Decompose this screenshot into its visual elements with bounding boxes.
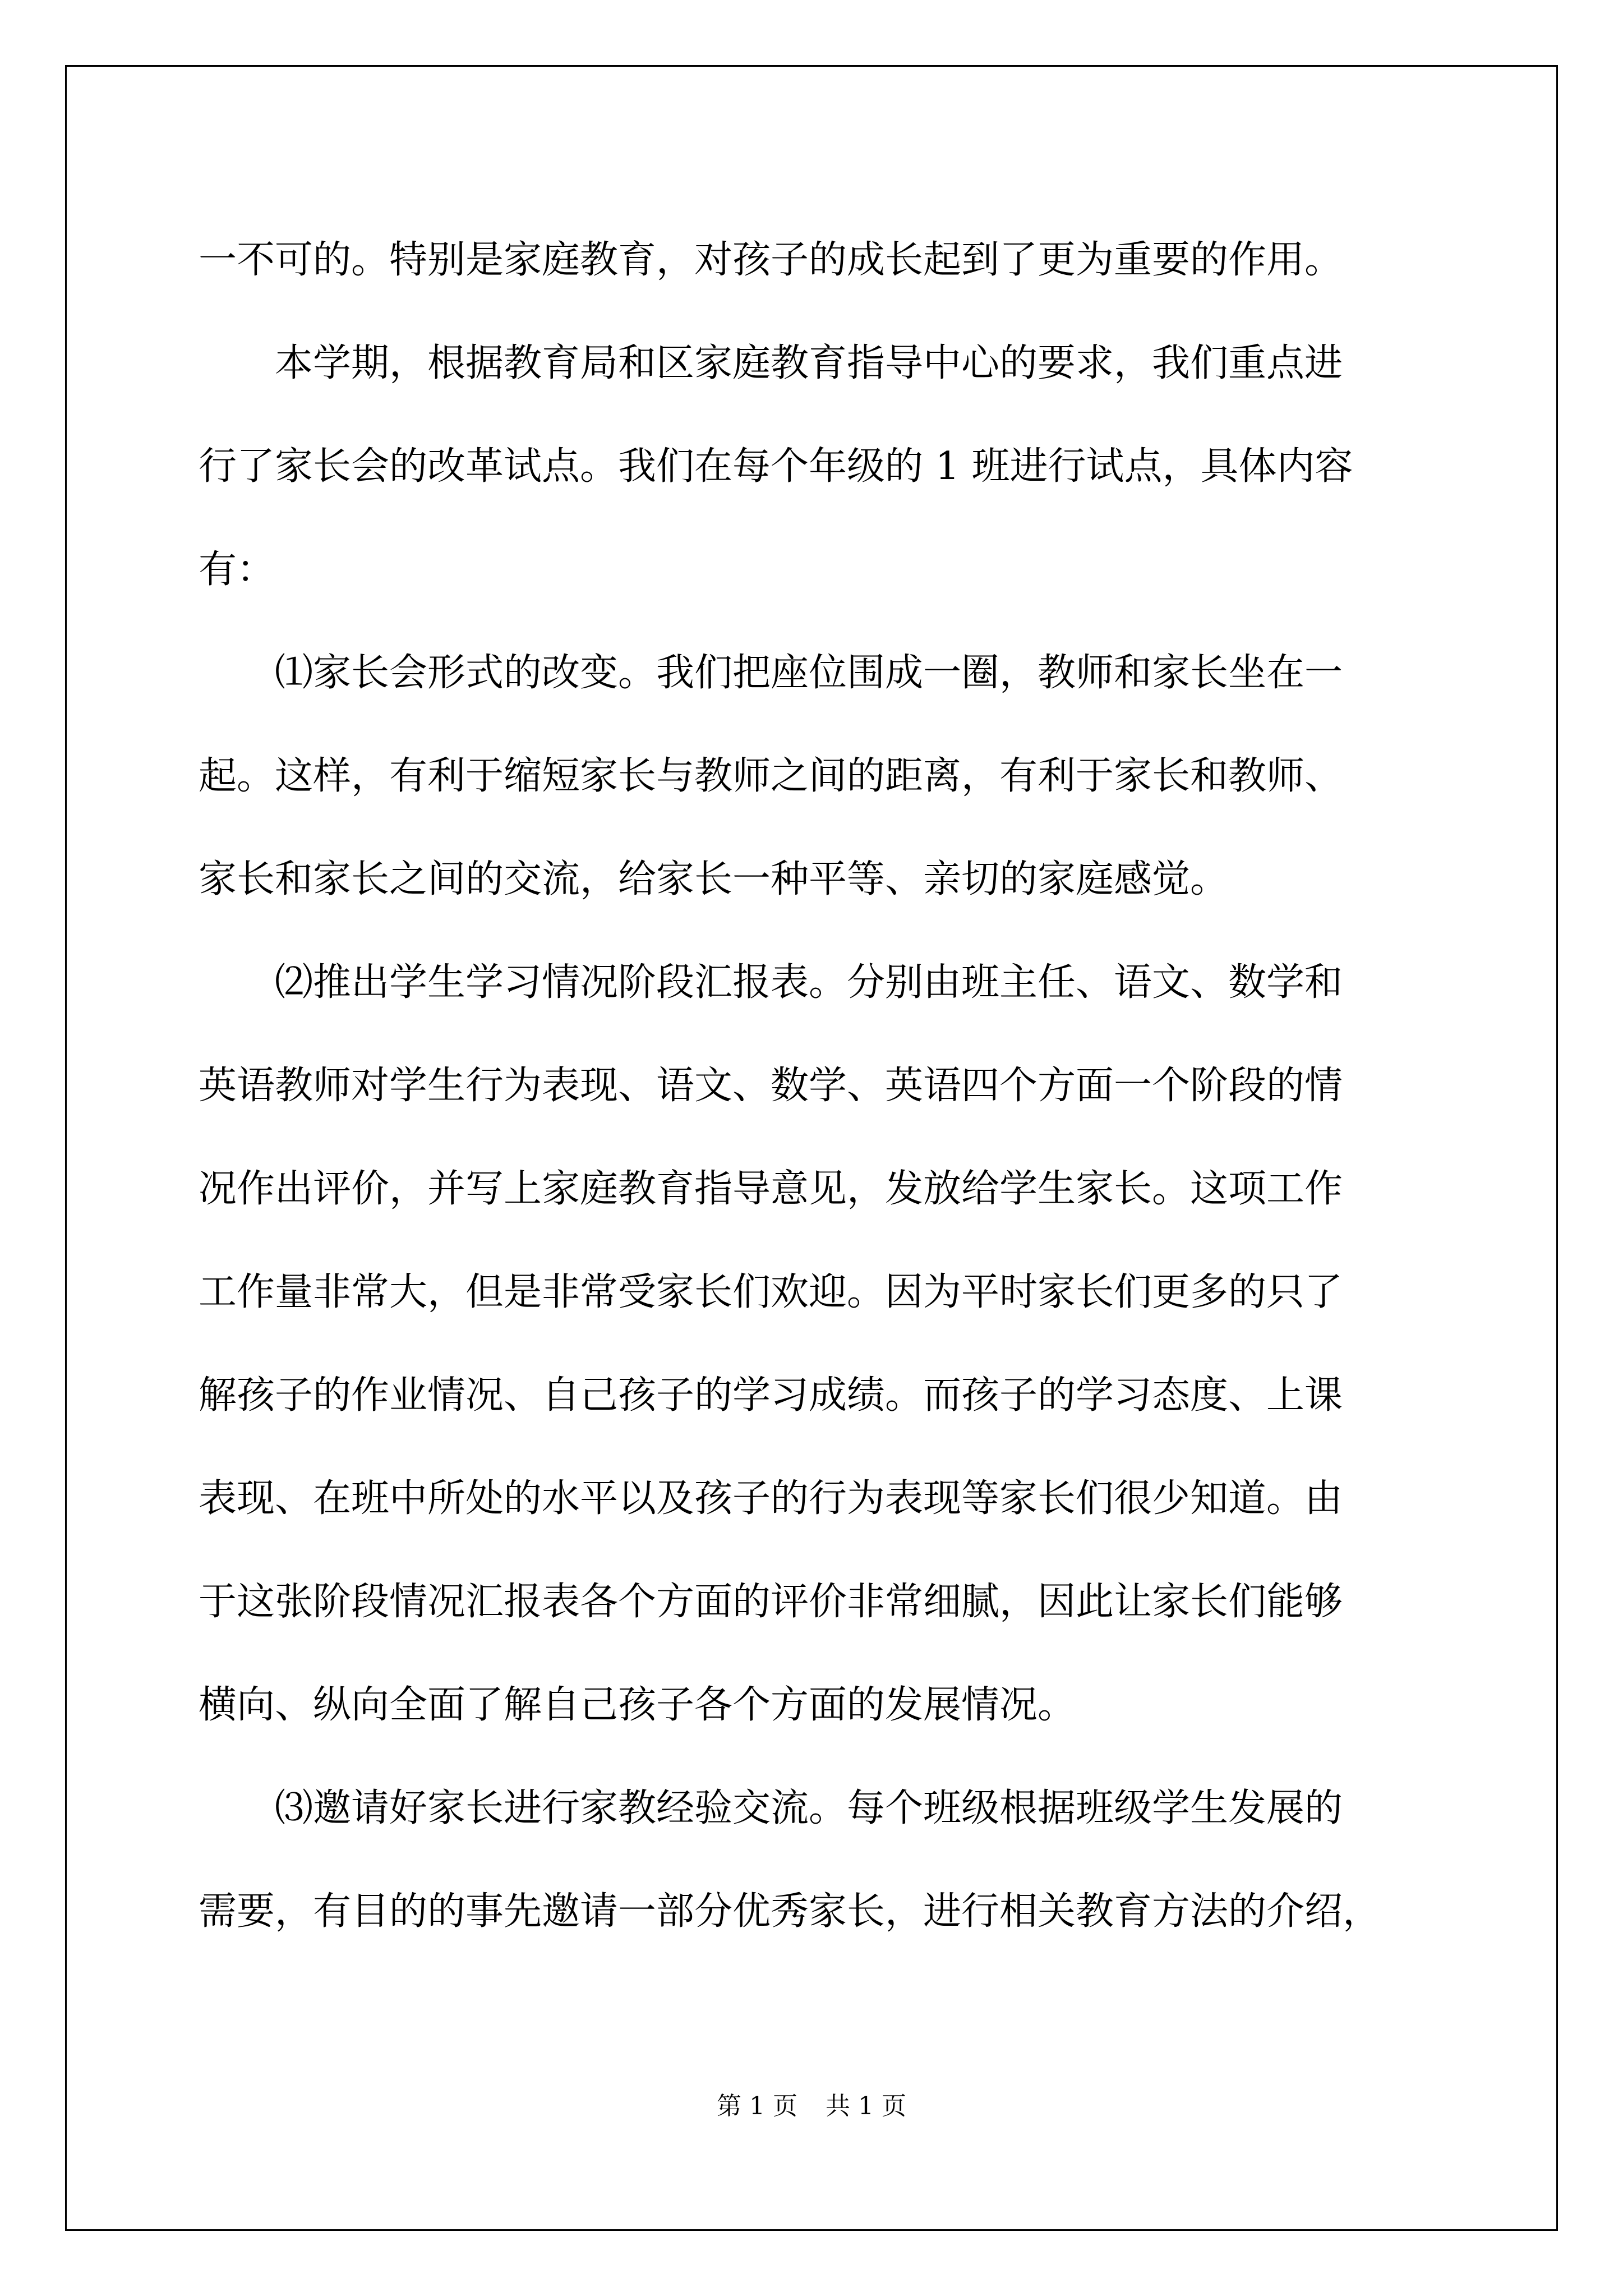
text-line: 表现、在班中所处的水平以及孩子的行为表现等家长们很少知道。由 (199, 1476, 1343, 1521)
text-line: 一不可的。特别是家庭教育，对孩子的成长起到了更为重要的作用。 (199, 238, 1343, 282)
document-body (199, 209, 1421, 1963)
paragraph-start-line: ⑴家长会形式的改变。我们把座位围成一圈，教师和家长坐在一 (275, 651, 1343, 695)
paragraph-start-line: 本学期，根据教育局和区家庭教育指导中心的要求，我们重点进 (275, 341, 1343, 385)
text-line: 于这张阶段情况汇报表各个方面的评价非常细腻，因此让家长们能够 (199, 1580, 1343, 1624)
text-line: 况作出评价，并写上家庭教育指导意见，发放给学生家长。这项工作 (199, 1167, 1343, 1211)
text-line: 解孩子的作业情况、自己孩子的学习成绩。而孩子的学习态度、上课 (199, 1373, 1343, 1418)
text-line: 行了家长会的改革试点。我们在每个年级的 1 班进行试点，具体内容 (199, 444, 1353, 489)
paragraph-start-line: ⑵推出学生学习情况阶段汇报表。分别由班主任、语文、数学和 (275, 960, 1343, 1005)
paragraph-start-line: ⑶邀请好家长进行家教经验交流。每个班级根据班级学生发展的 (275, 1786, 1343, 1830)
text-line: 有： (199, 547, 275, 592)
text-line: 需要，有目的的事先邀请一部分优秀家长，进行相关教育方法的介绍， (199, 1889, 1381, 1934)
total-pages: 共 1 页 (826, 2092, 906, 2120)
text-line: 英语教师对学生行为表现、语文、数学、英语四个方面一个阶段的情 (199, 1064, 1343, 1108)
text-line: 家长和家长之间的交流，给家长一种平等、亲切的家庭感觉。 (199, 857, 1229, 901)
page-footer (0, 2090, 1623, 2123)
text-line: 起。这样，有利于缩短家长与教师之间的距离，有利于家长和教师、 (199, 754, 1343, 798)
text-line: 横向、纵向全面了解自己孩子各个方面的发展情况。 (199, 1683, 1076, 1727)
page-number: 第 1 页 (717, 2092, 797, 2120)
text-line: 工作量非常大，但是非常受家长们欢迎。因为平时家长们更多的只了 (199, 1270, 1343, 1314)
